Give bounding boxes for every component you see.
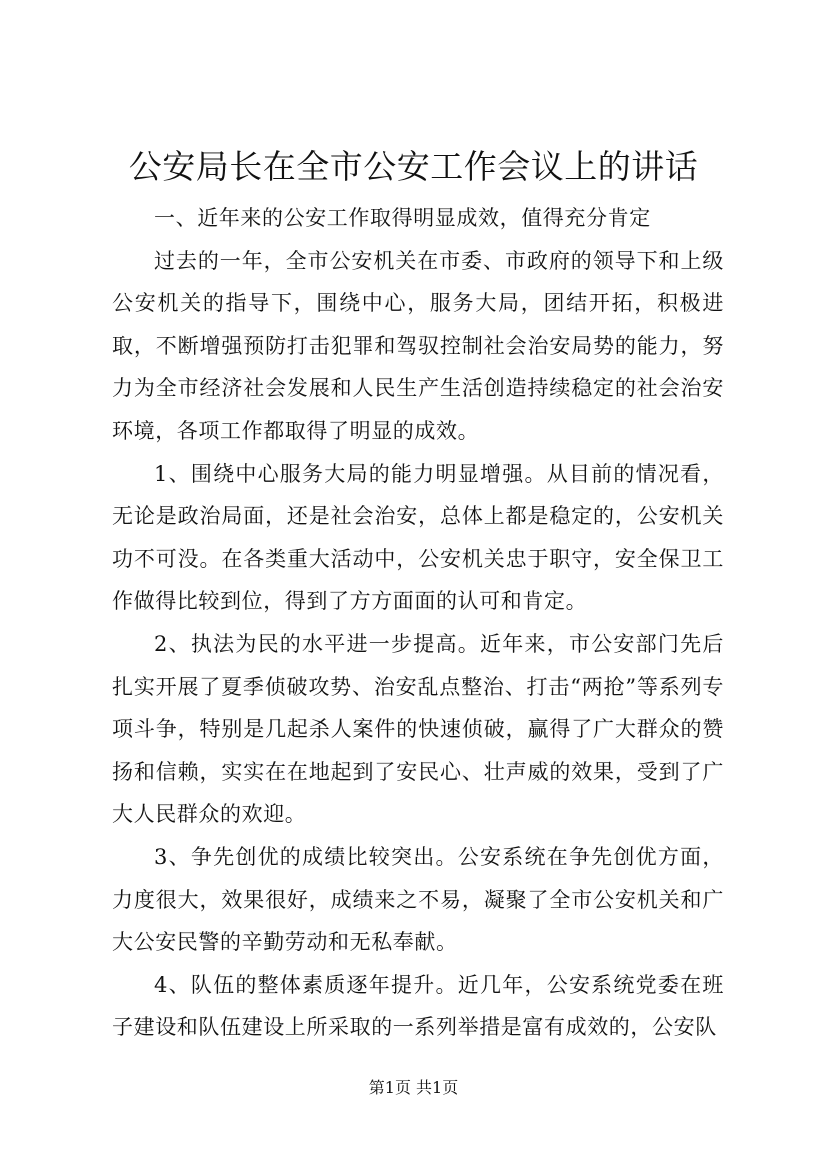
paragraph-point-4: 4、队伍的整体素质逐年提升。近几年，公安系统党委在班子建设和队伍建设上所采取的一系列举措是富有成效的，公安队	[112, 972, 724, 1040]
paragraph-point-1: 1、围绕中心服务大局的能力明显增强。从目前的情况看，无论是政治局面，还是社会治安，总体上都是稳定的，公安机关功不可没。在各类重大活动中，公安机关忠于职守，安全保卫工作做得比较到位，得到了方方面面的认可和肯定。	[112, 461, 724, 614]
section-heading: 一、近年来的公安工作取得明显成效，值得充分肯定	[154, 206, 651, 230]
paragraph-intro: 过去的一年，全市公安机关在市委、市政府的领导下和上级公安机关的指导下，围绕中心，服务大局，团结开拓，积极进取，不断增强预防打击犯罪和驾驭控制社会治安局势的能力，努力为全市经济社会发展和人民生产生活创造持续稳定的社会治安环境，各项工作都取得了明显的成效。	[112, 248, 724, 443]
page-footer: 第1页 共1页	[368, 1078, 459, 1097]
paragraph-point-2: 2、执法为民的水平进一步提高。近年来，市公安部门先后扎实开展了夏季侦破攻势、治安乱点整治、打击“两抢”等系列专项斗争，特别是几起杀人案件的快速侦破，赢得了广大群众的赞扬和信赖，实实在在地起到了安民心、壮声威的效果，受到了广大人民群众的欢迎。	[112, 631, 724, 827]
paragraph-point-3: 3、争先创优的成绩比较突出。公安系统在争先创优方面，力度很大，效果很好，成绩来之不易，凝聚了全市公安机关和广大公安民警的辛勤劳动和无私奉献。	[112, 844, 724, 955]
document-title: 公安局长在全市公安工作会议上的讲话	[128, 147, 699, 186]
document-body	[112, 197, 724, 1049]
